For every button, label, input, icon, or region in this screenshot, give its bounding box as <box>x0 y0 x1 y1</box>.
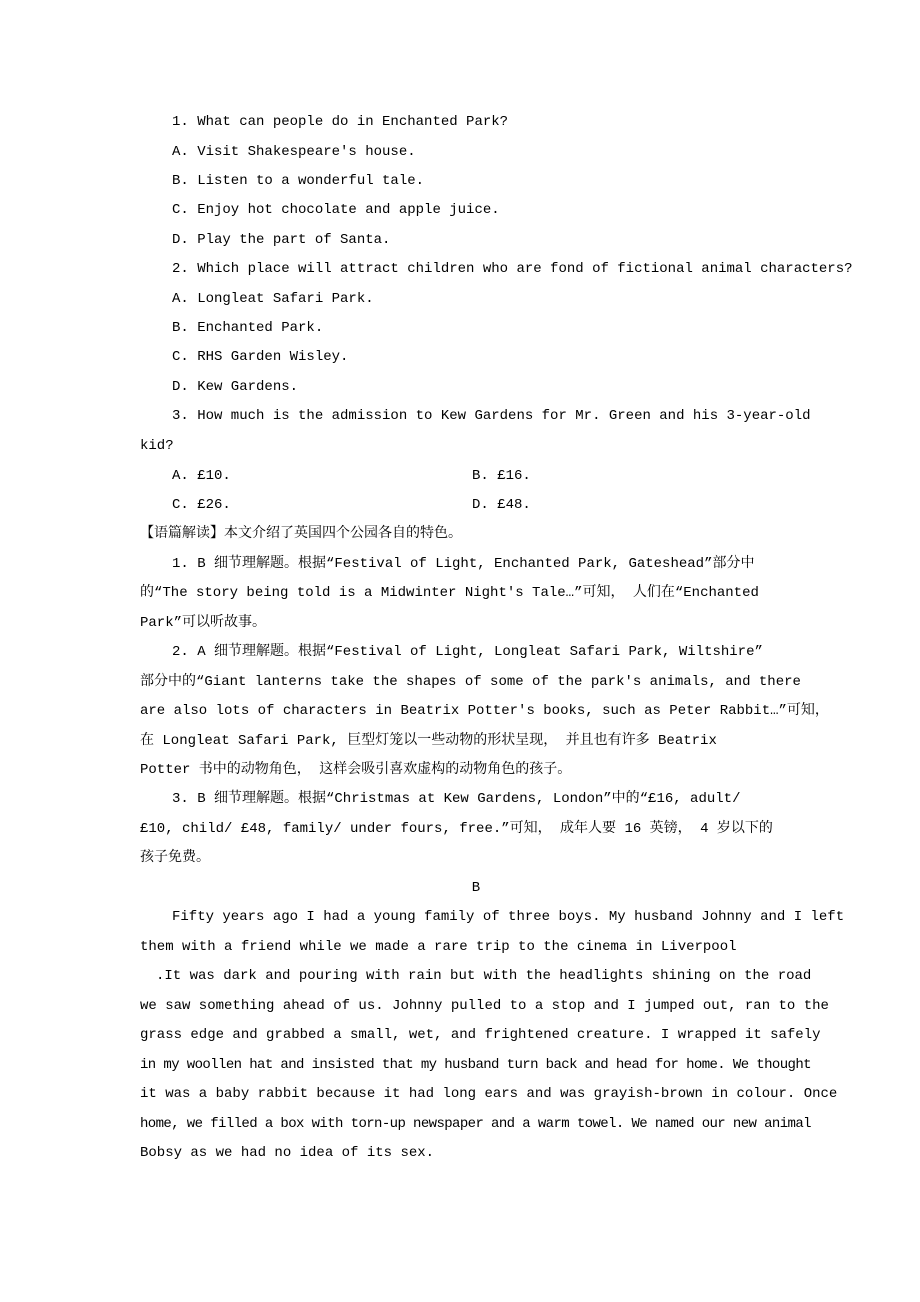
option-d: D. £48. <box>472 497 531 513</box>
answer-3: 3. B 细节理解题。根据“Christmas at Kew Gardens, London”中的“£16, adult/ <box>172 791 741 807</box>
answer-3: £10, child/ £48, family/ under fours, free.”可知， 成年人要 16 英镑， 4 岁以下的 <box>140 821 773 837</box>
answer-2: 在 Longleat Safari Park, 巨型灯笼以一些动物的形状呈现， 并且也有许多 Beatrix <box>140 733 717 749</box>
option-a: A. £10. <box>172 468 231 484</box>
answer-2: 部分中的“Giant lanterns take the shapes of some of the park's animals, and there <box>140 674 801 690</box>
option-d: D. Kew Gardens. <box>172 379 299 395</box>
answer-2: Potter 书中的动物角色， 这样会吸引喜欢虚构的动物角色的孩子。 <box>140 762 572 778</box>
passage-line: grass edge and grabbed a small, wet, and frightened creature. I wrapped it safely <box>140 1027 821 1043</box>
passage-line: it was a baby rabbit because it had long ears and was grayish-brown in colour. Once <box>140 1086 838 1102</box>
question-stem: 3. How much is the admission to Kew Gardens for Mr. Green and his 3-year-old <box>172 408 811 424</box>
answer-2: 2. A 细节理解题。根据“Festival of Light, Longleat Safari Park, Wiltshire” <box>172 644 763 660</box>
option-b: B. Listen to a wonderful tale. <box>172 173 425 189</box>
passage-line: Bobsy as we had no idea of its sex. <box>140 1145 435 1161</box>
question-stem-cont: kid? <box>140 438 174 454</box>
passage-line: in my woollen hat and insisted that my husband turn back and head for home. We thought <box>140 1057 811 1073</box>
option-c: C. RHS Garden Wisley. <box>172 349 349 365</box>
answer-1: 1. B 细节理解题。根据“Festival of Light, Enchanted Park, Gateshead”部分中 <box>172 556 755 572</box>
question-stem: 1. What can people do in Enchanted Park? <box>172 114 509 130</box>
option-b: B. £16. <box>472 468 531 484</box>
option-c: C. £26. <box>172 497 231 513</box>
section-title: B <box>471 880 481 896</box>
option-b: B. Enchanted Park. <box>172 320 324 336</box>
option-a: A. Longleat Safari Park. <box>172 291 374 307</box>
analysis-heading: 【语篇解读】本文介绍了英国四个公园各自的特色。 <box>140 526 462 542</box>
option-a: A. Visit Shakespeare's house. <box>172 144 416 160</box>
passage-line: home, we filled a box with torn-up newspaper and a warm towel. We named our new animal <box>140 1116 811 1132</box>
answer-2: are also lots of characters in Beatrix Potter's books, such as Peter Rabbit…”可知， <box>140 703 829 719</box>
passage-line: .It was dark and pouring with rain but with the headlights shining on the road <box>156 968 812 984</box>
option-c: C. Enjoy hot chocolate and apple juice. <box>172 202 500 218</box>
answer-1: 的“The story being told is a Midwinter Night's Tale…”可知， 人们在“Enchanted <box>140 585 759 601</box>
option-d: D. Play the part of Santa. <box>172 232 391 248</box>
passage-line: we saw something ahead of us. Johnny pulled to a stop and I jumped out, ran to the <box>140 998 829 1014</box>
passage-line: them with a friend while we made a rare trip to the cinema in Liverpool <box>140 939 737 955</box>
answer-3: 孩子免费。 <box>140 850 210 866</box>
answer-1: Park”可以听故事。 <box>140 615 267 631</box>
passage-line: Fifty years ago I had a young family of three boys. My husband Johnny and I left <box>172 909 845 925</box>
question-stem: 2. Which place will attract children who are fond of fictional animal characters? <box>172 261 853 277</box>
